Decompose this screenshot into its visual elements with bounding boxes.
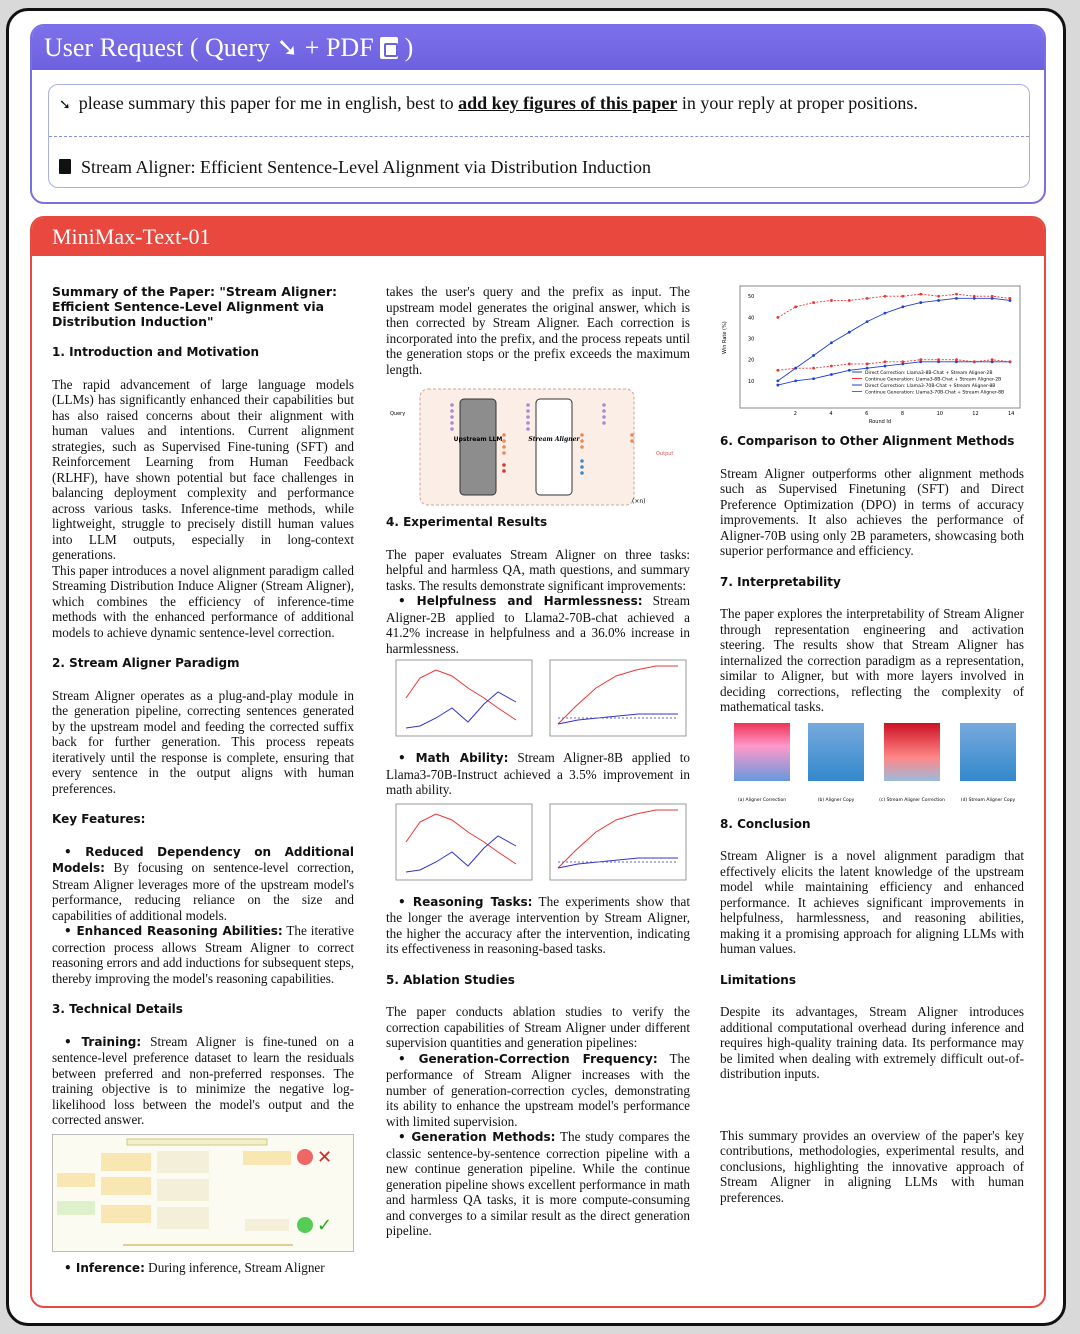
query-pre: please summary this paper for me in english, best to (78, 93, 459, 113)
hh-figure (386, 658, 690, 744)
math-charts-svg (386, 802, 690, 888)
happy-face-icon (297, 1217, 313, 1233)
data-point (866, 363, 869, 366)
y-tick-label: 40 (748, 315, 755, 322)
paragraph: Stream Aligner operates as a plug-and-play module in the generation pipeline, correcting sentences generated by the upstream model and feeding the corrected suffix back for further generation. This process repeats iteratively until the response is complete, ensuring that every sentence in the output aligns with human preferences. (52, 687, 354, 796)
data-point (794, 305, 797, 308)
svg-text:✕: ✕ (317, 1146, 333, 1168)
chart-xlabel: Round Id (868, 419, 892, 424)
legend-label: Continue Generation: Llama3-8B-Chat + Stream Aligner-2B (865, 377, 1002, 383)
response-header: MiniMax-Text-01 (32, 218, 1044, 256)
data-point (919, 358, 922, 361)
legend-label: Direct Correction: Llama3-70B-Chat + Stream Aligner-8B (865, 383, 996, 389)
data-point (901, 295, 904, 298)
model-response-card (30, 216, 1046, 1308)
bullet-text: The iterative correction process allows Stream Aligner to correct reasoning errors and add inductions for subsequent steps, thereby improving the model's reasoning capabilities. (52, 923, 354, 986)
x-tick-label: 8 (900, 411, 905, 417)
data-point (812, 301, 815, 304)
bullet-item (386, 593, 690, 656)
pdf-title: Stream Aligner: Efficient Sentence-Level Alignment via Distribution Induction (81, 157, 652, 177)
bullet-text: Stream Aligner is fine-tuned on a sentence-level preference dataset to learn the residuals between preferred and non-preferred responses. The training objective is to minimize the negative log-likelihood loss between the model's output and the corrected answer. (52, 1033, 354, 1127)
heatmap-caption: (c) Stream Aligner Correction (879, 797, 945, 803)
summary-title: Summary of the Paper: "Stream Aligner: Efficient Sentence-Level Alignment via Distribution Induction" (52, 284, 338, 329)
data-point (955, 358, 958, 361)
data-point (866, 367, 869, 370)
bullet-text: The performance of Stream Aligner increases with the number of generation-correction cycles, demonstrating its ability to enhance the upstream model's performance with limited supervision. (386, 1050, 690, 1129)
section-heading: 4. Experimental Results (386, 515, 548, 529)
data-point (901, 360, 904, 363)
bullet-bold: • Reasoning Tasks: (398, 894, 533, 909)
paragraph: The paper evaluates Stream Aligner on three tasks: helpful and harmless QA, math questions, and summary tasks. The results demonstrate significant improvements: (386, 546, 690, 593)
section-heading: 3. Technical Details (52, 1002, 183, 1016)
pdf-attachment[interactable] (59, 157, 651, 178)
sad-face-icon (297, 1149, 313, 1165)
data-point (812, 367, 815, 370)
data-point (973, 360, 976, 363)
user-request-header (32, 26, 1044, 70)
bullet-item (52, 923, 354, 986)
data-point (848, 331, 851, 334)
paragraph: The rapid advancement of large language models (LLMs) has significantly enhanced their capabilities but has also raised concerns about their alignment with human values and intentions. Current alignment strategies, such as Supervised Fine-tuning (SFT) and Reinforcement Learning from Human Feedback (RLHF), have shown potential but face challenges in balancing deployment complexity and performance across various tasks. Inference-time methods, while lightweight, struggle to precisely distill human values into LLM outputs, especially in long-context generations. (52, 376, 354, 562)
section-heading: Key Features: (52, 812, 146, 826)
section-heading: 1. Introduction and Motivation (52, 345, 260, 359)
math-figure (386, 802, 690, 888)
data-point (937, 299, 940, 302)
data-point (830, 299, 833, 302)
closing-paragraph: This summary provides an overview of the paper's key contributions, methodologies, experimental results, and conclusions, highlighting the innovative approach of Stream Aligner in aligning LLMs with human preferences. (720, 1127, 1024, 1205)
data-point (884, 360, 887, 363)
y-tick-label: 10 (748, 378, 755, 385)
data-point (955, 297, 958, 300)
x-tick-label: 10 (936, 411, 943, 417)
bullet-bold: • Generation Methods: (398, 1130, 556, 1144)
heatmap-caption: (a) Aligner Correction (737, 797, 787, 803)
data-point (919, 293, 922, 296)
column-3 (720, 284, 1024, 1205)
bullet-item (52, 1034, 354, 1128)
data-point (901, 305, 904, 308)
bullet-text: Stream Aligner-2B applied to Llama2-70B-chat achieved a 41.2% increase in helpfulness and a 36.0% increase in harmlessness. (386, 593, 690, 656)
section-heading: 7. Interpretability (720, 574, 841, 589)
win-rate-chart (720, 284, 1024, 424)
user-request-card (30, 24, 1046, 204)
request-header-label: User Request ( Query (44, 33, 270, 62)
bullet-item (386, 1129, 690, 1239)
paragraph: The paper explores the interpretability of Stream Aligner through representation engineering and activation steering. The results show that Stream Aligner has internalized the correction paradigm as a representation, similar to Aligner, but with more layers involved in deciding corrections, reflecting the complexity of mathematical tasks. (720, 606, 1024, 714)
bullet-bold: • Reduced Dependency on Additional Models: (52, 844, 354, 875)
paragraph: Stream Aligner is a novel alignment paradigm that effectively elicits the latent knowledge of the upstream model while maintaining efficiency and enhanced performance. It achieves significant improvements in helpfulness, harmlessness, and reasoning abilities, making it a promising approach for aligning LLMs with human values. (720, 848, 1024, 956)
paragraph: Despite its advantages, Stream Aligner introduces additional computational overhead during inference and requires high-quality training data. Its performance may be limited when dealing with extremely difficult out-of-distribution inputs. (720, 1004, 1024, 1081)
data-point (884, 295, 887, 298)
aligner-label: Stream Aligner (528, 436, 580, 443)
bullet-bold: • Training: (64, 1034, 142, 1049)
chart-ylabel: Win Rate (%) (722, 321, 728, 354)
data-point (884, 365, 887, 368)
data-point (812, 377, 815, 380)
query-bold: add key figures of this paper (458, 93, 678, 113)
data-point (830, 365, 833, 368)
training-figure-svg (53, 1135, 355, 1251)
data-point (937, 295, 940, 298)
paragraph: takes the user's query and the prefix as input. The upstream model generates the original answer, which is then corrected by Stream Aligner. Each correction is incorporated into the prefix, and the process repeats until the generation stops or the prefix exceeds the maximum length. (386, 284, 690, 377)
divider (49, 136, 1029, 137)
bullet-item (386, 750, 690, 798)
data-point (830, 373, 833, 376)
heatmap-b (808, 723, 864, 781)
data-point (1009, 360, 1012, 363)
request-header-close: ) (404, 33, 414, 62)
upstream-label: Upstream LLM (453, 436, 503, 443)
data-point (884, 312, 887, 315)
section-heading: 8. Conclusion (720, 816, 811, 831)
data-point (848, 369, 851, 372)
bullet-text: Stream Aligner-8B applied to Llama3-70B-Instruct achieved a 3.5% improvement in math ability. (386, 750, 691, 797)
heatmap-a (734, 723, 790, 781)
bullet-text: The study compares the classic sentence-by-sentence correction pipeline with a new continue generation pipeline. While the continue generation pipeline shows excellent performance in math and harmless QA tasks, it is more compute-consuming and converges to a similar result as the direct generation pipeline. (386, 1129, 691, 1238)
paragraph: This paper introduces a novel alignment paradigm called Streaming Distribution Induce Aligner (Stream Aligner), which combines the efficiency of inference-time methods with the enhanced performance of additional models to achieve dynamic sentence-level correction. (52, 562, 354, 640)
heatmap-caption: (b) Aligner Copy (817, 797, 855, 803)
pdf-icon (380, 37, 398, 59)
query-text (59, 93, 918, 114)
data-point (866, 320, 869, 323)
data-point (848, 363, 851, 366)
y-tick-label: 50 (748, 294, 755, 301)
section-heading: 6. Comparison to Other Alignment Methods (720, 434, 1015, 448)
column-2 (386, 284, 690, 1239)
section-heading: 5. Ablation Studies (386, 972, 515, 987)
y-tick-label: 20 (748, 357, 755, 364)
data-point (991, 358, 994, 361)
bullet-bold: • Math Ability: (398, 751, 509, 765)
bullet-text: During inference, Stream Aligner (144, 1259, 325, 1275)
bullet-item (52, 844, 354, 924)
data-point (848, 299, 851, 302)
data-point (973, 295, 976, 298)
heatmap-d (960, 723, 1016, 781)
data-point (794, 367, 797, 370)
bullet-text: By focusing on sentence-level correction, Stream Aligner leverages more of the upstream model's performance, reducing reliance on the size and capabilities of additional models. (52, 860, 354, 923)
cursor-icon: ➘ (59, 98, 71, 113)
data-point (776, 379, 779, 382)
paragraph: The paper conducts ablation studies to verify the correction capabilities of Stream Aligner under different supervision quantities and generation pipelines: (386, 1004, 690, 1050)
x-tick-label: 14 (1008, 411, 1015, 417)
data-point (794, 379, 797, 382)
heatmap-figure (720, 721, 1024, 807)
data-point (776, 384, 779, 387)
query-label: Query (390, 411, 406, 417)
training-example-figure (52, 1134, 354, 1252)
data-point (919, 301, 922, 304)
output-label: Output (656, 451, 674, 457)
data-point (776, 369, 779, 372)
data-point (991, 295, 994, 298)
legend-label: Direct Correction: Llama3-8B-Chat + Stream Aligner-2B (865, 370, 993, 376)
request-body (48, 84, 1030, 188)
svg-text:✓: ✓ (317, 1214, 333, 1236)
data-point (937, 358, 940, 361)
bullet-bold: • Inference: (64, 1260, 145, 1275)
y-tick-label: 30 (748, 336, 755, 343)
column-1 (52, 284, 354, 1276)
data-point (866, 297, 869, 300)
heatmap-caption: (d) Stream Aligner Copy (960, 797, 1016, 803)
heatmap-svg (720, 721, 1024, 807)
x-tick-label: 12 (972, 411, 979, 417)
hh-charts-svg (386, 658, 690, 744)
win-rate-chart-svg (720, 284, 1024, 424)
cursor-icon: ➘ (276, 33, 299, 62)
data-point (776, 316, 779, 319)
pipeline-figure (386, 385, 690, 509)
bullet-bold: • Helpfulness and Harmlessness: (398, 594, 643, 608)
x-tick-label: 6 (865, 411, 869, 417)
pipeline-svg (386, 385, 690, 509)
x-tick-label: 4 (829, 411, 833, 417)
section-heading: 2. Stream Aligner Paradigm (52, 656, 240, 670)
x-tick-label: 2 (793, 411, 797, 417)
bullet-bold: • Enhanced Reasoning Abilities: (64, 924, 283, 938)
request-header-plus: + PDF (304, 33, 374, 62)
data-point (830, 341, 833, 344)
heatmap-c (884, 723, 940, 781)
bullet-item (386, 1051, 690, 1130)
section-heading: Limitations (720, 972, 796, 987)
loop-label: (×n) (632, 498, 646, 505)
bullet-text: The experiments show that the longer the average intervention by Stream Aligner, the higher the accuracy after the intervention, indicating its effectiveness in reasoning-based tasks. (386, 893, 690, 956)
data-point (955, 293, 958, 296)
bullet-bold: • Generation-Correction Frequency: (398, 1051, 658, 1066)
data-point (1009, 297, 1012, 300)
bullet-item (386, 894, 690, 957)
bullet-item (52, 1260, 354, 1277)
data-point (812, 354, 815, 357)
legend-label: Continue Generation: Llama3-70B-Chat + Stream Aligner-8B (865, 390, 1005, 396)
pdf-file-icon (59, 159, 71, 174)
query-post: in your reply at proper positions. (677, 93, 918, 113)
paragraph: Stream Aligner outperforms other alignment methods such as Supervised Finetuning (SFT) and Direct Preference Optimization (DPO) in terms of accuracy improvements. It also achieves the performance of Aligner-70B using only 2B parameters, showcasing both superior performance and efficiency. (720, 465, 1024, 558)
